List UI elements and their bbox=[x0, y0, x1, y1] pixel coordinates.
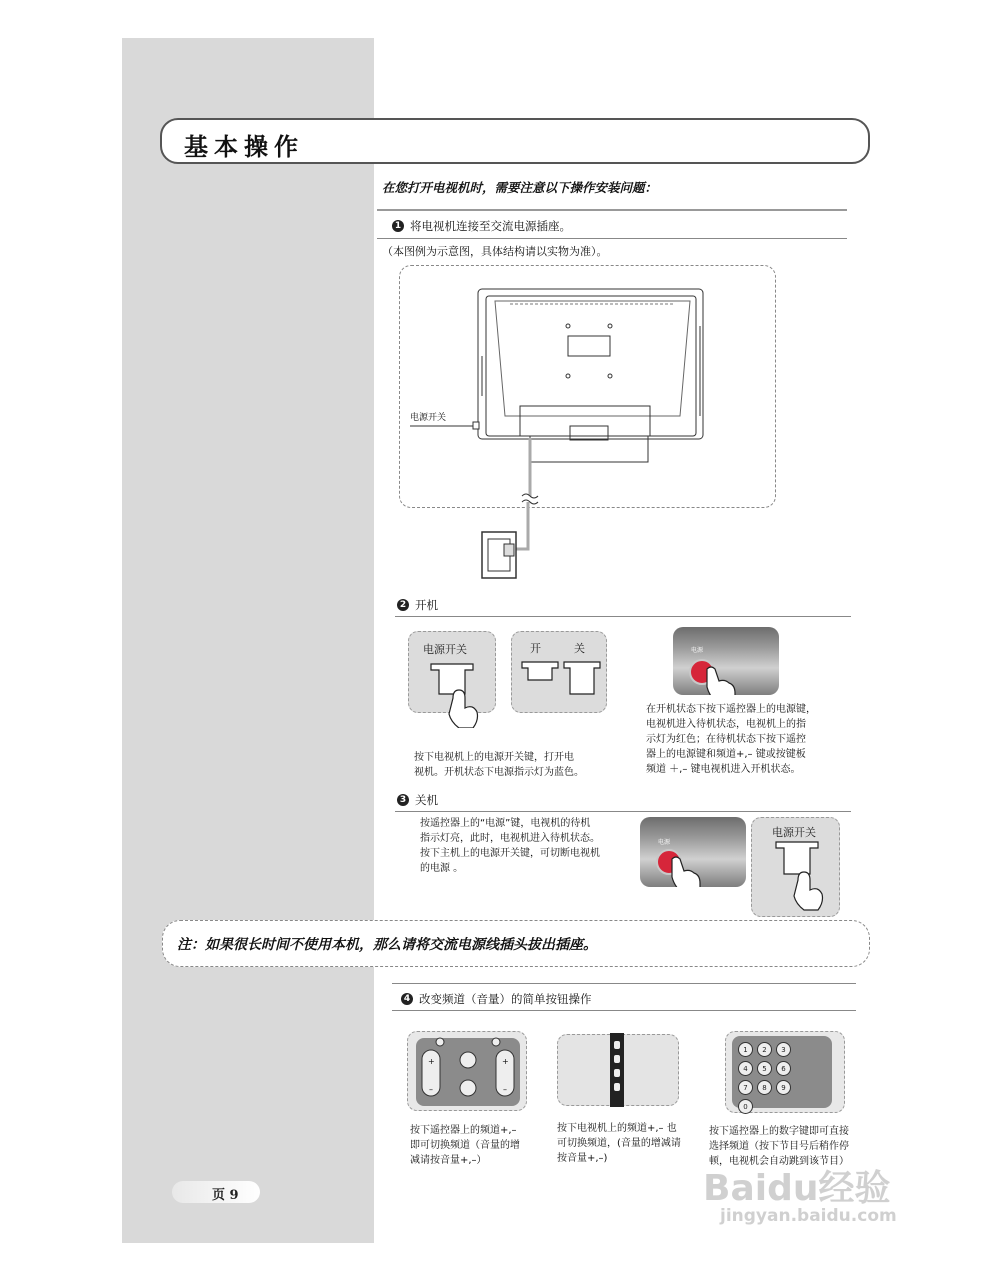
on-off-switch-icon[interactable] bbox=[518, 658, 604, 698]
title-bar bbox=[160, 118, 870, 164]
caption-line: 按下电视机上的电源开关键，打开电 bbox=[414, 752, 574, 763]
page-number bbox=[212, 1184, 239, 1203]
step2-heading bbox=[397, 597, 438, 613]
caption-line: 在开机状态下按下遥控器上的电源键， bbox=[646, 704, 816, 715]
power-switch-icon[interactable] bbox=[423, 658, 493, 728]
digit-button-5[interactable]: 5 bbox=[757, 1061, 772, 1076]
hand-pointer-icon bbox=[701, 665, 741, 695]
step4-heading bbox=[401, 991, 592, 1007]
step1-label: 将电视机连接至交流电源插座。 bbox=[410, 219, 571, 233]
power-switch-icon[interactable] bbox=[770, 840, 840, 918]
power-switch-label: 电源开关 bbox=[423, 643, 467, 656]
power-switch-panel bbox=[408, 631, 496, 713]
step1-number: 1 bbox=[392, 220, 404, 232]
digit-button-6[interactable]: 6 bbox=[776, 1061, 791, 1076]
page-number-value: 9 bbox=[229, 1188, 239, 1203]
caption-line: 可切换频道，(音量的增减请 bbox=[557, 1138, 681, 1149]
digit-button-3[interactable]: 3 bbox=[776, 1042, 791, 1057]
side-band bbox=[122, 38, 374, 1243]
note-text: 注：如果很长时间不使用本机，那么请将交流电源线插头拔出插座。 bbox=[177, 937, 597, 953]
watermark-logo: Baidu经验 bbox=[703, 1168, 891, 1209]
caption-line: 减请按音量+,–） bbox=[410, 1155, 487, 1166]
caption-line: 按下电视机上的频道+,– 也 bbox=[557, 1123, 677, 1134]
caption-line: 视机。开机状态下电源指示灯为蓝色。 bbox=[414, 767, 584, 778]
step3-text bbox=[420, 816, 600, 876]
remote-power-photo-off bbox=[640, 817, 746, 887]
page-title: 基本操作 bbox=[184, 132, 304, 161]
digit-button-1[interactable]: 1 bbox=[738, 1042, 753, 1057]
tv-back-diagram bbox=[400, 266, 860, 586]
remote-keypad-panel bbox=[725, 1031, 845, 1113]
caption-line: 示灯为红色；在待机状态下按下遥控 bbox=[646, 734, 806, 745]
off-label: 关 bbox=[574, 642, 585, 655]
digit-button-8[interactable]: 8 bbox=[757, 1080, 772, 1095]
side-button[interactable] bbox=[614, 1055, 620, 1063]
note-box bbox=[162, 920, 870, 967]
text-line: 按下主机上的电源开关键，可切断电视机 bbox=[420, 848, 600, 859]
digit-button-4[interactable]: 4 bbox=[738, 1061, 753, 1076]
step3-number: 3 bbox=[397, 794, 409, 806]
tv-side-panel bbox=[557, 1034, 679, 1106]
step3-label: 关机 bbox=[415, 793, 438, 807]
svg-text:–: – bbox=[429, 1085, 433, 1094]
digit-button-0[interactable]: 0 bbox=[738, 1099, 753, 1114]
page-prefix: 页 bbox=[212, 1188, 226, 1203]
side-button[interactable] bbox=[614, 1041, 620, 1049]
side-button[interactable] bbox=[614, 1083, 620, 1091]
digit-button-9[interactable]: 9 bbox=[776, 1080, 791, 1095]
divider bbox=[377, 209, 847, 211]
text-line: 按遥控器上的“电源”键，电视机的待机 bbox=[420, 818, 591, 829]
intro-text: 在您打开电视机时，需要注意以下操作安装问题： bbox=[382, 180, 658, 195]
power-switch-panel-off bbox=[751, 817, 840, 917]
tv-side-buttons bbox=[610, 1033, 624, 1107]
step4-caption2 bbox=[557, 1121, 681, 1166]
step1-heading bbox=[392, 218, 571, 234]
step1-note: （本图例为示意图，具体结构请以实物为准）。 bbox=[382, 245, 608, 258]
caption-line: 按下遥控器上的频道+,– bbox=[410, 1125, 517, 1136]
watermark-url: jingyan.baidu.com bbox=[720, 1206, 897, 1226]
divider bbox=[377, 238, 847, 239]
page-number-pill bbox=[172, 1181, 260, 1203]
hand-pointer-icon bbox=[666, 855, 706, 887]
divider bbox=[392, 983, 856, 984]
side-button[interactable] bbox=[614, 1069, 620, 1077]
svg-text:+: + bbox=[428, 1057, 435, 1066]
divider bbox=[395, 811, 851, 812]
digit-button-7[interactable]: 7 bbox=[738, 1080, 753, 1095]
caption-line: 按下遥控器上的数字键即可直接 bbox=[709, 1126, 849, 1137]
text-line: 指示灯亮，此时，电视机进入待机状态。 bbox=[420, 833, 600, 844]
caption-line: 选择频道（按下节目号后稍作停 bbox=[709, 1141, 849, 1152]
caption-line: 器上的电源键和频道+,– 键或按键板 bbox=[646, 749, 806, 760]
step2-caption-left bbox=[414, 750, 584, 780]
digit-button-2[interactable]: 2 bbox=[757, 1042, 772, 1057]
keypad-grid bbox=[738, 1042, 804, 1114]
on-off-panel bbox=[511, 631, 607, 713]
remote-power-photo bbox=[673, 627, 779, 695]
caption-line: 电视机进入待机状态，电视机上的指 bbox=[646, 719, 806, 730]
caption-line: 频道 ＋,– 键电视机进入开机状态。 bbox=[646, 764, 801, 775]
divider bbox=[395, 616, 851, 617]
power-switch-label: 电源开关 bbox=[772, 826, 816, 839]
caption-line: 顿，电视机会自动跳到该节目） bbox=[709, 1156, 849, 1167]
remote-buttons-diagram bbox=[412, 1036, 522, 1108]
svg-text:+: + bbox=[502, 1057, 509, 1066]
step2-number: 2 bbox=[397, 599, 409, 611]
keypad bbox=[732, 1036, 832, 1111]
step4-caption1 bbox=[410, 1123, 520, 1168]
divider bbox=[392, 1010, 856, 1011]
caption-line: 即可切换频道（音量的增 bbox=[410, 1140, 520, 1151]
text-line: 的电源 。 bbox=[420, 863, 464, 874]
svg-text:–: – bbox=[503, 1085, 507, 1094]
remote-power-label: 电源 bbox=[691, 647, 704, 654]
step3-heading bbox=[397, 792, 438, 808]
step4-label: 改变频道（音量）的简单按钮操作 bbox=[419, 992, 592, 1006]
power-switch-callout: 电源开关 bbox=[410, 413, 447, 423]
step2-label: 开机 bbox=[415, 598, 438, 612]
caption-line: 按音量+,–) bbox=[557, 1153, 608, 1164]
on-label: 开 bbox=[530, 642, 541, 655]
remote-power-label: 电源 bbox=[658, 839, 671, 846]
step4-number: 4 bbox=[401, 993, 413, 1005]
remote-channel-panel bbox=[407, 1031, 527, 1111]
step2-caption-right bbox=[646, 702, 816, 777]
